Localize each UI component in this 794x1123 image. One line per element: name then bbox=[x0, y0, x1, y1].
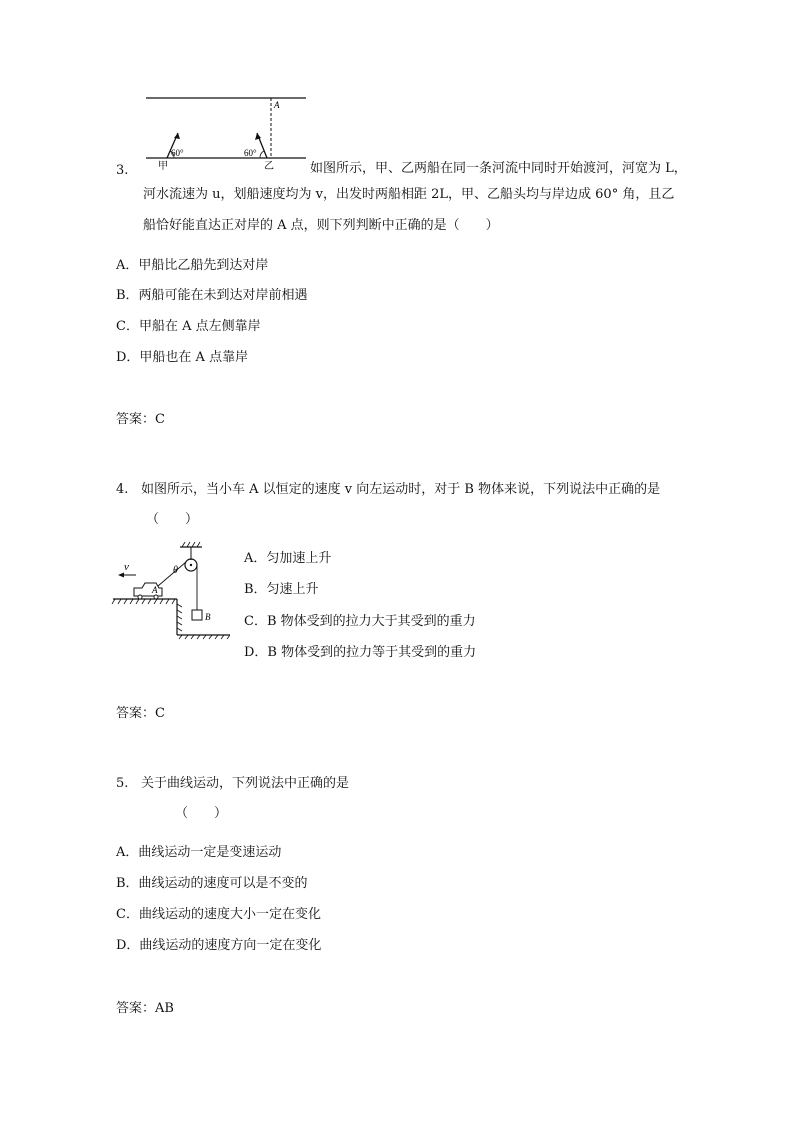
question-text-line: 如图所示，当小车 A 以恒定的速度 v 向左运动时，对于 B 物体来说，下列说法中正确的是 bbox=[141, 482, 661, 497]
rope-to-car bbox=[158, 562, 186, 586]
question-text-line: （ ） bbox=[146, 512, 199, 527]
question-number: 5. bbox=[116, 776, 129, 791]
option-d: D．B 物体受到的拉力等于其受到的重力 bbox=[244, 645, 477, 660]
question-number: 4. bbox=[116, 482, 129, 497]
angle-label-right: 60° bbox=[244, 148, 257, 158]
question-text-line: 河水流速为 u，划船速度均为 v，出发时两船相距 2L，甲、乙船头均与岸边成 60° 角，且乙 bbox=[143, 187, 675, 202]
pulley-car-diagram bbox=[110, 540, 230, 640]
option-a: A．甲船比乙船先到达对岸 bbox=[116, 258, 269, 273]
block-b-label: B bbox=[205, 612, 211, 622]
boat-yi-label: 乙 bbox=[264, 161, 274, 170]
answer: 答案：C bbox=[116, 706, 165, 721]
car-wheel bbox=[154, 595, 158, 599]
cliff-hatch bbox=[177, 604, 182, 631]
option-c: C．曲线运动的速度大小一定在变化 bbox=[116, 907, 321, 922]
car-a-label: A bbox=[152, 585, 158, 595]
question-text-line: 船恰好能直达正对岸的 A 点，则下列判断中正确的是（ ） bbox=[143, 218, 499, 233]
pulley-axle bbox=[190, 564, 192, 566]
point-a-label: A bbox=[274, 100, 280, 110]
question-text-line: 如图所示，甲、乙两船在同一条河流中同时开始渡河，河宽为 L， bbox=[310, 161, 687, 176]
option-c: C．B 物体受到的拉力大于其受到的重力 bbox=[244, 614, 476, 629]
angle-label-left: 60° bbox=[171, 148, 184, 158]
answer: 答案：AB bbox=[116, 1001, 174, 1016]
option-a: A．曲线运动一定是变速运动 bbox=[116, 845, 282, 860]
question-text-line: 关于曲线运动，下列说法中正确的是 bbox=[141, 776, 350, 791]
option-b: B．匀速上升 bbox=[244, 582, 319, 597]
velocity-label: v bbox=[124, 561, 129, 573]
block-b bbox=[192, 610, 202, 620]
option-d: D．甲船也在 A 点靠岸 bbox=[116, 350, 249, 365]
ceiling-hatch bbox=[182, 542, 200, 547]
option-b: B．两船可能在未到达对岸前相遇 bbox=[116, 288, 308, 303]
option-b: B．曲线运动的速度可以是不变的 bbox=[116, 876, 308, 891]
angle-arc-yi bbox=[260, 151, 264, 158]
option-c: C．甲船在 A 点左侧靠岸 bbox=[116, 319, 261, 334]
question-text-line: （ ） bbox=[175, 806, 228, 821]
answer: 答案：C bbox=[116, 412, 165, 427]
theta-label: θ bbox=[173, 565, 178, 576]
question-number: 3. bbox=[116, 163, 129, 178]
ground-hatch bbox=[112, 599, 175, 604]
car-body bbox=[134, 583, 162, 596]
arrowhead-icon bbox=[118, 573, 124, 578]
river-crossing-diagram bbox=[140, 90, 315, 170]
option-d: D．曲线运动的速度方向一定在变化 bbox=[116, 938, 322, 953]
option-a: A．匀加速上升 bbox=[244, 551, 332, 566]
boat-jia-label: 甲 bbox=[158, 161, 168, 170]
car-wheel bbox=[138, 595, 142, 599]
